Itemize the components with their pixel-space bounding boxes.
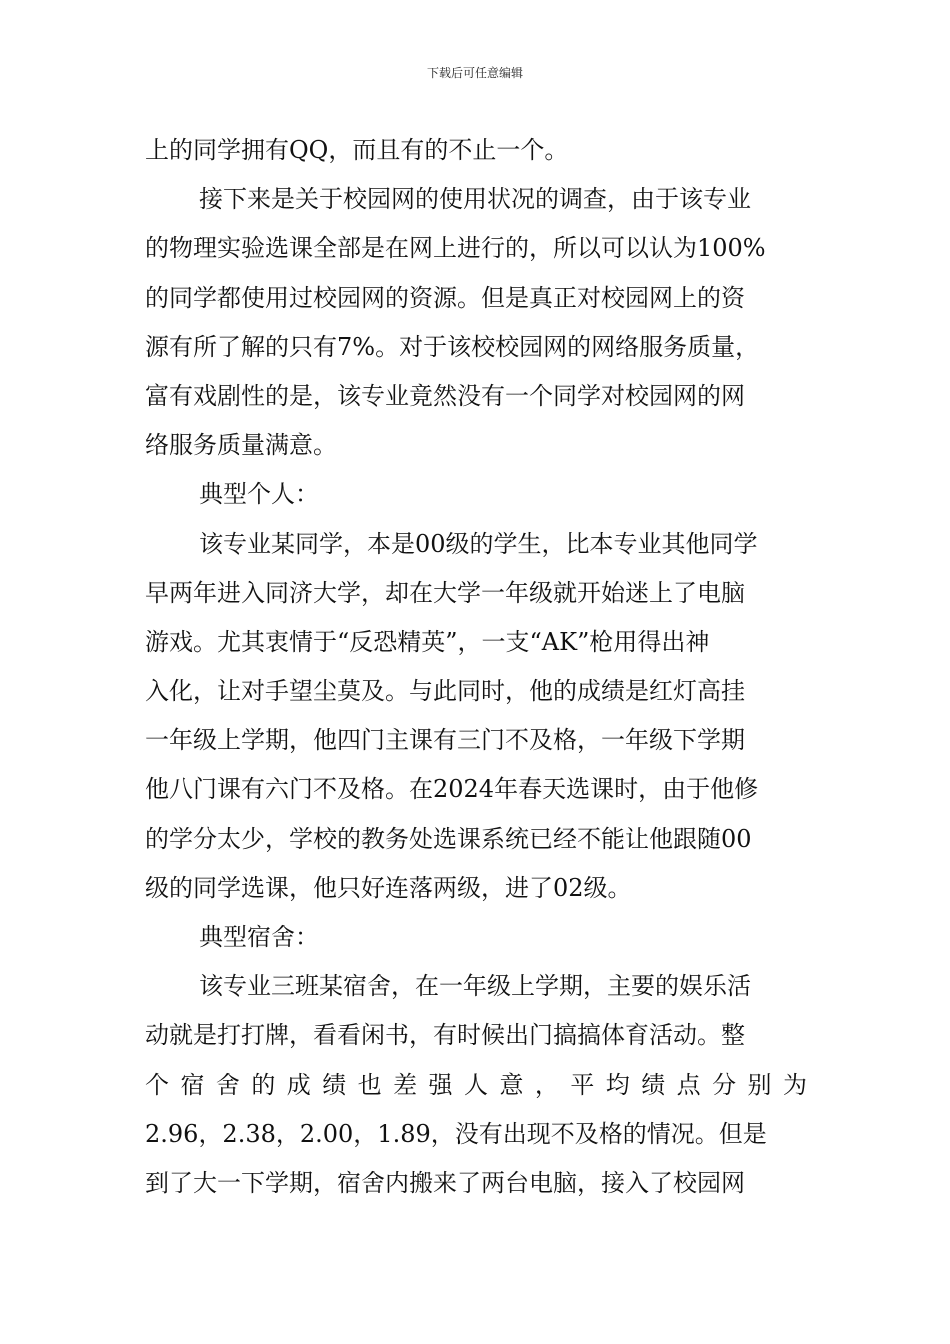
- text-line: 该专业三班某宿舍，在一年级上学期，主要的娱乐活: [199, 972, 751, 1001]
- text-line: 个宿舍的成绩也差强人意，平均绩点分别为: [145, 1070, 807, 1099]
- text-line: 早两年进入同济大学，却在大学一年级就开始迷上了电脑: [145, 578, 745, 607]
- text-line: 到了大一下学期，宿舍内搬来了两台电脑，接入了校园网: [145, 1168, 745, 1197]
- text-line: 他八门课有六门不及格。在2024年春天选课时，由于他修: [145, 775, 759, 804]
- section-heading: 典型宿舍：: [199, 923, 319, 951]
- text-line: 该专业某同学，本是00级的学生，比本专业其他同学: [199, 529, 758, 558]
- text-line: 上的同学拥有QQ，而且有的不止一个。: [145, 136, 569, 164]
- text-line: 富有戏剧性的是，该专业竟然没有一个同学对校园网的网: [145, 381, 745, 410]
- text-line: 接下来是关于校园网的使用状况的调查，由于该专业: [199, 185, 751, 214]
- body-text: [145, 126, 807, 1208]
- page-header: 下载后可任意编辑: [426, 66, 523, 80]
- text-line: 源有所了解的只有7%。对于该校校园网的网络服务质量，: [145, 332, 760, 361]
- text-line: 的同学都使用过校园网的资源。但是真正对校园网上的资: [145, 283, 745, 312]
- text-line: 2.96，2.38，2.00，1.89，没有出现不及格的情况。但是: [145, 1119, 767, 1148]
- text-line: 游戏。尤其衷情于“反恐精英”，一支“AK”枪用得出神: [145, 627, 710, 656]
- text-line: 级的同学选课，他只好连落两级，进了02级。: [145, 873, 632, 902]
- text-line: 动就是打打牌，看看闲书，有时候出门搞搞体育活动。整: [145, 1021, 745, 1050]
- section-heading: 典型个人：: [199, 480, 319, 509]
- text-line: 的物理实验选课全部是在网上进行的，所以可以认为100%: [145, 234, 766, 263]
- text-line: 入化，让对手望尘莫及。与此同时，他的成绩是红灯高挂: [145, 677, 745, 706]
- text-line: 络服务质量满意。: [145, 431, 337, 460]
- text-line: 一年级上学期，他四门主课有三门不及格，一年级下学期: [145, 726, 745, 755]
- text-line: 的学分太少，学校的教务处选课系统已经不能让他跟随00: [145, 824, 752, 853]
